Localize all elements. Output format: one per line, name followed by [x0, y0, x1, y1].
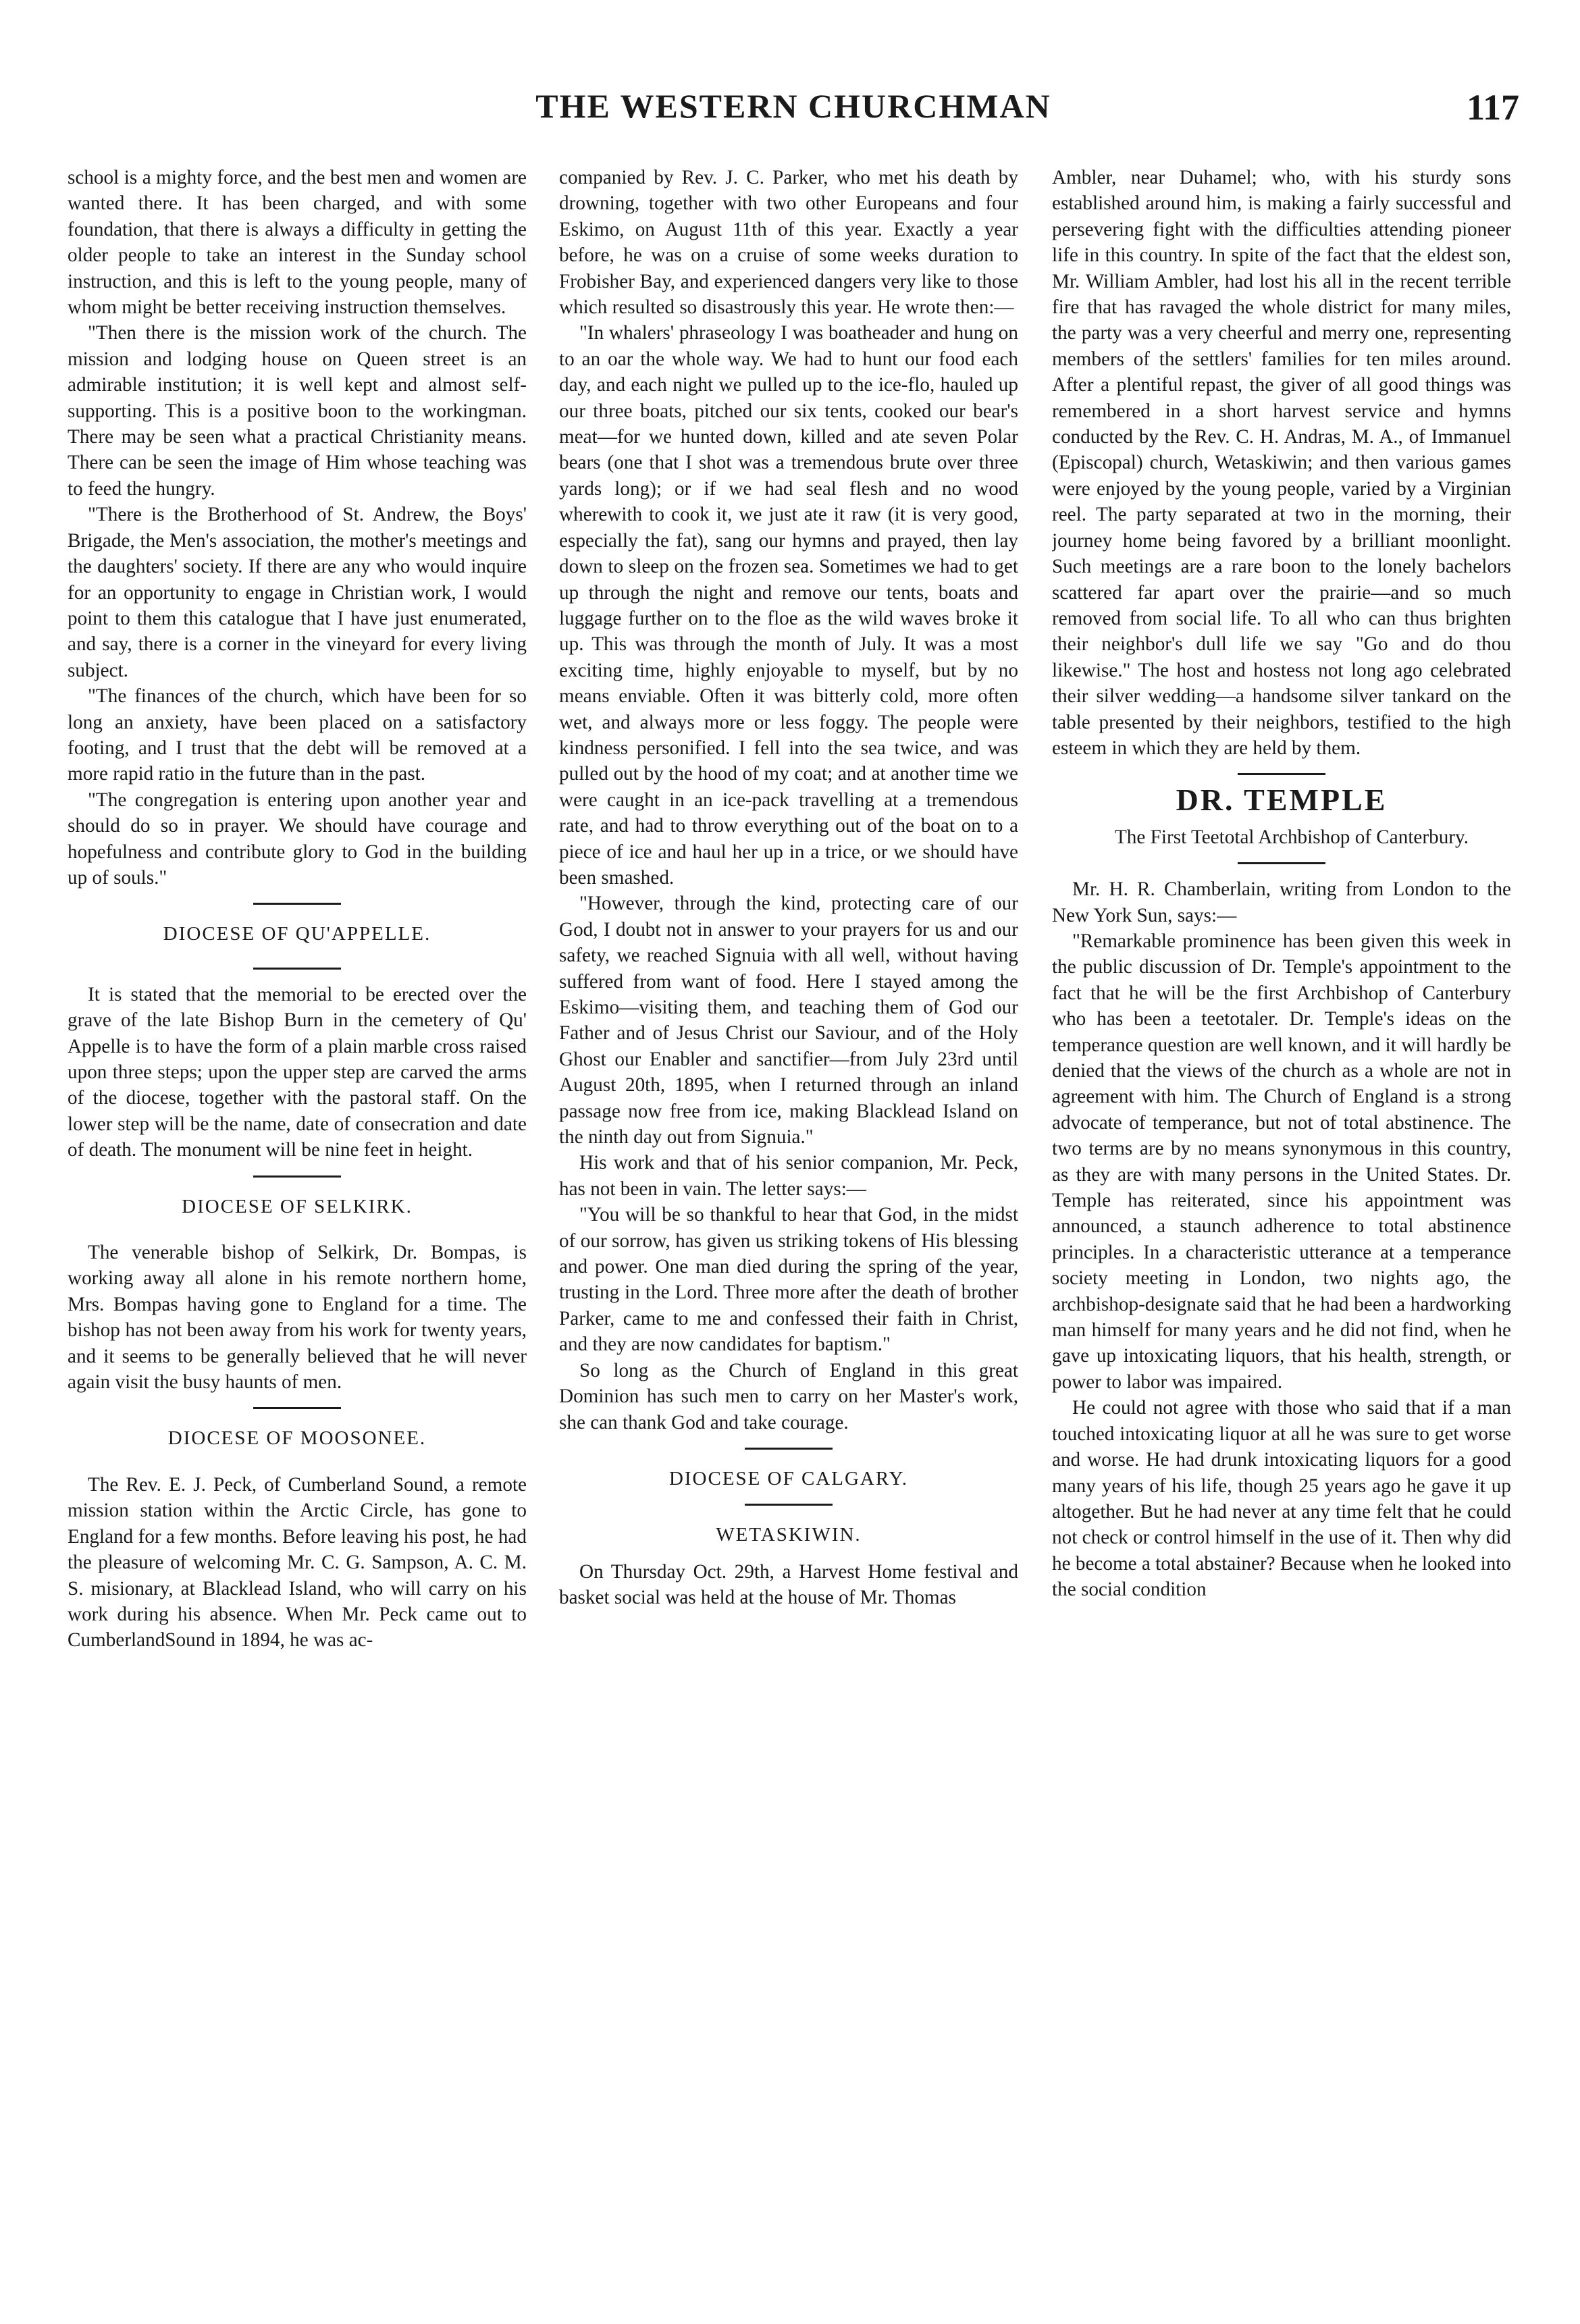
article-headline-dr-temple: DR. TEMPLE: [1176, 783, 1388, 818]
journal-title: THE WESTERN CHURCHMAN: [535, 87, 1051, 125]
column-1: [68, 165, 527, 2258]
section-heading-calgary: DIOCESE OF CALGARY.: [668, 1467, 909, 1489]
paragraph: "Remarkable prominence has been given this week in the public discussion of Dr. Temple's appointment to the fact that he will be the first Archbishop of Canterbury who has been a teetotaler. Dr. Temple's ideas on the temperance question are well known, and it will hardly be denied that the views of the church as a whole are not in agreement with him. The Church of England is a strong advocate of temperance, but not of total abstinence. The two terms are by no means synonymous in this country, as they are with many persons in the United States. Dr. Temple has reiterated, since his appointment was announced, a staunch adherence to total abstinence principles. In a characteristic utterance at a temperance society meeting in London, two nights ago, the archbishop-designate said that he had been a hardworking man himself for many years and he did not find, when he gave up intoxicating liquors, that his health, strength, or power to labor was impaired.: [1052, 930, 1511, 1393]
column-3: [1052, 165, 1511, 2258]
paragraph: It is stated that the memorial to be erected over the grave of the late Bishop Burn in the cemetery of Qu' Appelle is to have the form of a plain marble cross raised upon three steps; upon the upper step are carved the arms of the diocese, together with the pastoral staff. On the lower step will be the name, date of consecration and date of death. The monument will be nine feet in height.: [68, 983, 527, 1161]
section-heading-moosonee: DIOCESE OF MOOSONEE.: [167, 1427, 427, 1450]
section-rule: [253, 903, 341, 905]
section-rule: [1238, 862, 1325, 864]
paragraph: "Then there is the mission work of the church. The mission and lodging house on Queen street is an admirable institution; it is well kept and almost self-supporting. This is a positive boon to the workingman. There may be seen what a practical Christianity means. There can be seen the image of Him whose teaching was to feed the hungry.: [68, 322, 527, 500]
section-rule: [745, 1504, 833, 1506]
section-heading-qu-appelle: DIOCESE OF QU'APPELLE.: [163, 923, 431, 945]
section-heading-selkirk: DIOCESE OF SELKIRK.: [182, 1195, 413, 1217]
paragraph: "The congregation is entering upon another year and should do so in prayer. We should have courage and hopefulness and contribute glory to God in the building up of souls.": [68, 789, 527, 889]
paragraph: "There is the Brotherhood of St. Andrew, the Boys' Brigade, the Men's association, the mother's meetings and the daughters' society. If there are any who would inquire for an opportunity to engage in Christian work, I would point to them this catalogue that I have just enumerated, and say, there is a corner in the vineyard for every living subject.: [68, 504, 527, 681]
section-heading-wetaskiwin: WETASKIWIN.: [716, 1524, 862, 1546]
running-head: [68, 86, 1519, 134]
paragraph: His work and that of his senior companion, Mr. Peck, has not been in vain. The letter says:—: [559, 1152, 1018, 1200]
article-subheading: The First Teetotal Archbishop of Canterbury.: [1114, 826, 1469, 848]
paragraph: "The finances of the church, which have been for so long an anxiety, have been placed on a satisfactory footing, and I trust that the debt will be removed at a more rapid ratio in the future than in the past.: [68, 685, 527, 785]
paragraph: So long as the Church of England in this great Dominion has such men to carry on her Master's work, she can thank God and take courage.: [559, 1359, 1018, 1433]
paragraph: He could not agree with those who said that if a man touched intoxicating liquor at all he was sure to get worse and worse. He had drunk intoxicating liquors for a good many years of his life, though 25 years ago he gave it up altogether. But he had never at any time felt that he could not check or control himself in the use of it. Then why did he become a total abstainer? Because when he looked into the social condition: [1052, 1397, 1511, 1601]
section-rule: [253, 968, 341, 970]
section-rule: [1238, 773, 1325, 775]
section-rule: [253, 1407, 341, 1409]
column-2: [559, 165, 1018, 2258]
paragraph: "In whalers' phraseology I was boatheader and hung on to an oar the whole way. We had to hunt our food each day, and each night we pulled up to the ice-flo, hauled up our three boats, pitched our six tents, cooked our bear's meat—for we hunted down, killed and ate seven Polar bears (one that I shot was a tremendous brute over three yards long); or if we had seal flesh and no wood wherewith to cook it, we just ate it raw (it is very good, especially the fat), sang our hymns and prayed, then lay down to sleep on the frozen sea. Sometimes we had to get up through the night and remove our tents, boats and luggage further on to the floe as the wild waves broke it up. This was through the month of July. It was a most exciting time, highly enjoyable to myself, but by no means enviable. Often it was bitterly cold, more often wet, and always more or less foggy. The people were kindness personified. I fell into the sea twice, and was pulled out by the hood of my coat; and at another time we were caught in an ice-pack travelling at a tremendous rate, and had to throw everything out of the boat on to a piece of ice and haul her up in a trice, or we should have been smashed.: [559, 322, 1018, 889]
paragraph: companied by Rev. J. C. Parker, who met his death by drowning, together with two other Europeans and four Eskimo, on August 11th of this year. Exactly a year before, he was on a cruise of some weeks duration to Frobisher Bay, and experienced dangers very like to those which resulted so disastrously this year. He wrote then:—: [559, 167, 1018, 319]
paragraph: On Thursday Oct. 29th, a Harvest Home festival and basket social was held at the house of Mr. Thomas: [559, 1560, 1018, 1609]
paragraph: The venerable bishop of Selkirk, Dr. Bompas, is working away all alone in his remote northern home, Mrs. Bompas having gone to England for a time. The bishop has not been away from his work for twenty years, and it seems to be generally believed that he will never again visit the busy haunts of men.: [68, 1242, 527, 1394]
paragraph: Mr. H. R. Chamberlain, writing from London to the New York Sun, says:—: [1052, 878, 1511, 926]
paragraph: school is a mighty force, and the best men and women are wanted there. It has been charged, and with some foundation, that there is always a difficulty in getting the older people to take an interest in the Sunday school instruction, and this is left to the young people, many of whom might be better receiving instruction themselves.: [68, 167, 527, 319]
section-rule: [745, 1448, 833, 1450]
page-number: 117: [1466, 87, 1519, 128]
paragraph: "However, through the kind, protecting care of our God, I doubt not in answer to your prayers for us and our safety, we reached Signuia with all well, without having suffered from want of food. Here I stayed among the Eskimo—visiting them, and teaching them of God our Father and of Jesus Christ our Saviour, and of the Holy Ghost our Enabler and sanctifier—from July 23rd until August 20th, 1895, when I returned through an inland passage now free from ice, making Blacklead Island on the ninth day out from Signuia.": [559, 893, 1018, 1148]
paragraph: "You will be so thankful to hear that God, in the midst of our sorrow, has given us striking tokens of His blessing and power. One man died during the spring of the year, trusting in the Lord. Three more after the death of brother Parker, came to me and confessed their faith in Christ, and they are now candidates for baptism.": [559, 1204, 1018, 1356]
section-rule: [253, 1176, 341, 1178]
paragraph: The Rev. E. J. Peck, of Cumberland Sound, a remote mission station within the Arctic Circle, has gone to England for a few months. Before leaving his post, he had the pleasure of welcoming Mr. C. G. Sampson, A. C. M. S. misionary, at Blacklead Island, who will carry on his work during his absence. When Mr. Peck came out to CumberlandSound in 1894, he was ac-: [68, 1473, 527, 1652]
paragraph: Ambler, near Duhamel; who, with his sturdy sons established around him, is making a fairly successful and persevering fight with the difficulties attending pioneer life in this country. In spite of the fact that the eldest son, Mr. William Ambler, had lost his all in the recent terrible fire that has ravaged the whole district for many miles, the party was a very cheerful and merry one, representing members of the settlers' families for ten miles around. After a plentiful repast, the giver of all good things was remembered in a short harvest service and hymns conducted by the Rev. C. H. Andras, M. A., of Immanuel (Episcopal) church, Wetaskiwin; and then various games were enjoyed by the young people, varied by a Virginian reel. The party separated at two in the morning, their journey home being favored by a brilliant moonlight. Such meetings are a rare boon to the lonely bachelors scattered far apart over the prairie—and so much removed from social life. To all who can thus brighten their neighbor's dull life we say "Go and do thou likewise." The host and hostess not long ago celebrated their silver wedding—a handsome silver tankard on the table presented by their neighbors, testified to the high esteem in which they are held by them.: [1052, 167, 1511, 759]
